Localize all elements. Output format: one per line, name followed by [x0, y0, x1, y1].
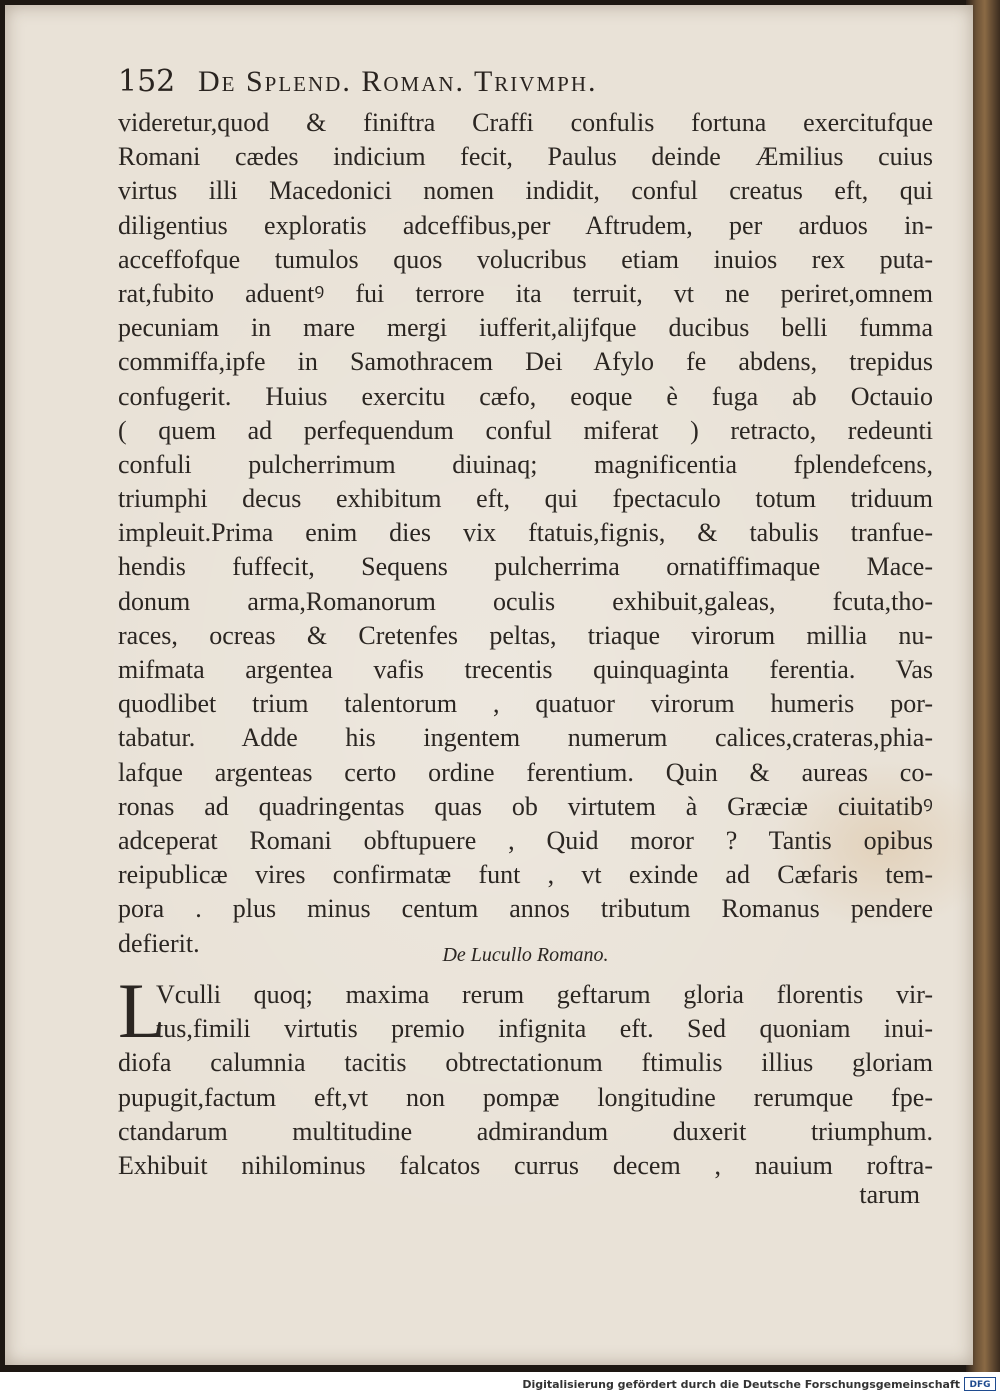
text-line: reipublicæ vires confirmatæ funt , vt exinde ad Cæfaris tem- — [118, 860, 933, 890]
main-text — [118, 106, 933, 961]
text-line: races, ocreas & Cretenfes peltas, triaque virorum millia nu- — [118, 620, 933, 650]
text-line: ( quem ad perfequendum conful miferat ) retracto, redeunti — [118, 415, 933, 445]
text-line: Exhibuit nihilominus falcatos currus decem , nauium roftra- — [118, 1150, 933, 1180]
text-line: acceffofque tumulos quos volucribus etiam inuios rex puta- — [118, 244, 933, 274]
text-line: diofa calumnia tacitis obtrectationum ftimulis illius gloriam — [118, 1048, 933, 1078]
text-line: ctandarum multitudine admirandum duxerit triumphum. — [118, 1116, 933, 1146]
drop-cap-initial: L — [118, 967, 166, 1054]
text-line: lafque argenteas certo ordine ferentium. Quin & aureas co- — [118, 757, 933, 787]
running-head — [118, 64, 798, 99]
text-line: virtus illi Macedonici nomen indidit, conful creatus eft, qui — [118, 176, 933, 206]
text-line: pora . plus minus centum annos tributum Romanus pendere — [118, 894, 933, 924]
text-line: impleuit.Prima enim dies vix ftatuis,fignis, & tabulis tranfue- — [118, 518, 933, 548]
footer-bar — [0, 1372, 1000, 1394]
text-line: tus,fimili virtutis premio infignita eft. Sed quoniam inui- — [156, 1014, 933, 1044]
text-line: defierit. — [118, 928, 200, 958]
text-line: diligentius exploratis adceffibus,per Aftrudem, per arduos in- — [118, 210, 933, 240]
section-heading: De Lucullo Romano. — [442, 944, 609, 966]
text-line: tabatur. Adde his ingentem numerum calices,crateras,phia- — [118, 723, 933, 753]
digitization-credit: Digitalisierung gefördert durch die Deutsche Forschungsgemeinschaft — [522, 1378, 960, 1391]
text-line: videretur,quod & finiftra Craffi confulis fortuna exercitufque — [118, 108, 933, 137]
dfg-logo: DFG — [964, 1377, 996, 1391]
section-text — [118, 967, 933, 1183]
text-line: rat,fubito aduentꝰ fui terrore ita terruit, vt ne periret,omnem — [118, 278, 933, 308]
text-line: commiffa,ipfe in Samothracem Dei Afylo fe abdens, trepidus — [118, 347, 933, 377]
text-line: triumphi decus exhibitum eft, qui fpectaculo totum triduum — [118, 484, 933, 514]
text-line: mifmata argentea vafis trecentis quinquaginta ferentia. Vas — [118, 655, 933, 684]
text-line: ronas ad quadringentas quas ob virtutem à Græciæ ciuitatibꝰ — [118, 791, 933, 821]
text-line: confuli pulcherrimum diuinaq; magnificentia fplendefcens, — [118, 449, 933, 479]
text-line: Vculli quoq; maxima rerum geftarum gloria florentis vir- — [156, 980, 933, 1009]
text-line: donum arma,Romanorum oculis exhibuit,galeas, fcuta,tho- — [118, 586, 933, 616]
catchword: tarum — [859, 1180, 920, 1209]
text-line: Romani cædes indicium fecit, Paulus deinde Æmilius cuius — [118, 142, 933, 172]
text-line: adceperat Romani obftupuere , Quid moror ? Tantis opibus — [118, 825, 933, 855]
text-line: pupugit,factum eft,vt non pompæ longitudine rerumque fpe- — [118, 1082, 933, 1112]
page-number: 152 — [118, 64, 176, 99]
running-title: De Splend. Roman. Trivmph. — [198, 65, 598, 98]
text-line: quodlibet trium talentorum , quatuor virorum humeris por- — [118, 689, 933, 719]
text-line: confugerit. Huius exercitu cæfo, eoque è fuga ab Octauio — [118, 381, 933, 411]
text-line: hendis fuffecit, Sequens pulcherrima ornatiffimaque Mace- — [118, 552, 933, 582]
text-line: pecuniam in mare mergi iufferit,alijfque ducibus belli fumma — [118, 313, 933, 343]
